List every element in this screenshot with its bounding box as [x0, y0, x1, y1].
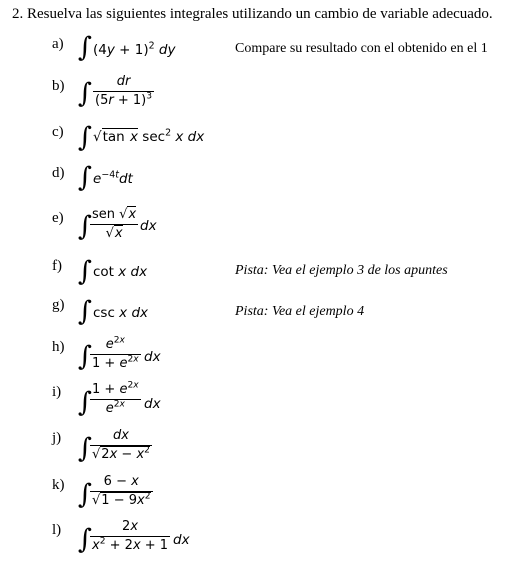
- integral-sign-icon: ∫: [78, 479, 93, 510]
- integrand-l: $\frac{2x}{x^2 + 2x + 1}$: [92, 519, 169, 553]
- note-f: Pista: Vea el ejemplo 3 de los apuntes: [235, 263, 448, 278]
- integral-sign-icon: ∫: [78, 387, 93, 418]
- integral-sign-icon: ∫: [78, 162, 93, 193]
- item-label-d: d): [52, 165, 65, 181]
- integrand-d: $e^{-4t}dt$: [93, 169, 133, 187]
- integrand-k: $\frac{6 - x}{√1 - 9x^2}$: [92, 474, 151, 508]
- item-label-k: k): [52, 477, 65, 493]
- differential-l: dx: [173, 532, 190, 548]
- item-label-c: c): [52, 124, 64, 140]
- exercise-heading: 2. Resuelva las siguientes integrales utilizando un cambio de variable adecuado.: [12, 6, 493, 22]
- integrand-g: csc x dx: [93, 305, 149, 321]
- item-label-l: l): [52, 522, 62, 538]
- differential-i: dx: [144, 396, 161, 412]
- integrand-j: $\frac{dx}{√2x - x^2}$: [92, 428, 150, 462]
- integral-sign-icon: ∫: [78, 256, 93, 287]
- item-label-f: f): [52, 258, 62, 274]
- differential-e: dx: [140, 218, 157, 234]
- item-label-j: j): [52, 430, 62, 446]
- integral-sign-icon: ∫: [78, 433, 93, 464]
- integral-sign-icon: ∫: [78, 32, 93, 63]
- note-a: Compare su resultado con el obtenido en el 1: [235, 41, 488, 56]
- integrand-a: $(4y + 1)^2$ dy: [93, 40, 176, 58]
- integral-sign-icon: ∫: [78, 122, 93, 153]
- item-label-a: a): [52, 36, 64, 52]
- integral-sign-icon: ∫: [78, 78, 93, 109]
- integrand-i: $\frac{1 + e^{2x}}{e^{2x}}$: [92, 380, 139, 416]
- integral-sign-icon: ∫: [78, 341, 93, 372]
- integrand-e: sen √x √x: [92, 207, 137, 241]
- item-label-b: b): [52, 78, 65, 94]
- integrand-b: $\frac{dr}{(5r + 1)^3}$: [95, 74, 152, 108]
- differential-h: dx: [144, 349, 161, 365]
- note-g: Pista: Vea el ejemplo 4: [235, 304, 365, 319]
- item-label-g: g): [52, 297, 65, 313]
- integral-sign-icon: ∫: [78, 211, 93, 242]
- item-label-h: h): [52, 339, 65, 355]
- integral-sign-icon: ∫: [78, 296, 93, 327]
- integrand-c: √tan x $\sec^2 x$ dx: [93, 127, 205, 145]
- integrand-f: cot x dx: [93, 264, 148, 280]
- integral-sign-icon: ∫: [78, 524, 93, 555]
- item-label-e: e): [52, 210, 64, 226]
- integrand-h: $\frac{e^{2x}}{1 + e^{2x}}$: [92, 335, 139, 371]
- item-label-i: i): [52, 384, 62, 400]
